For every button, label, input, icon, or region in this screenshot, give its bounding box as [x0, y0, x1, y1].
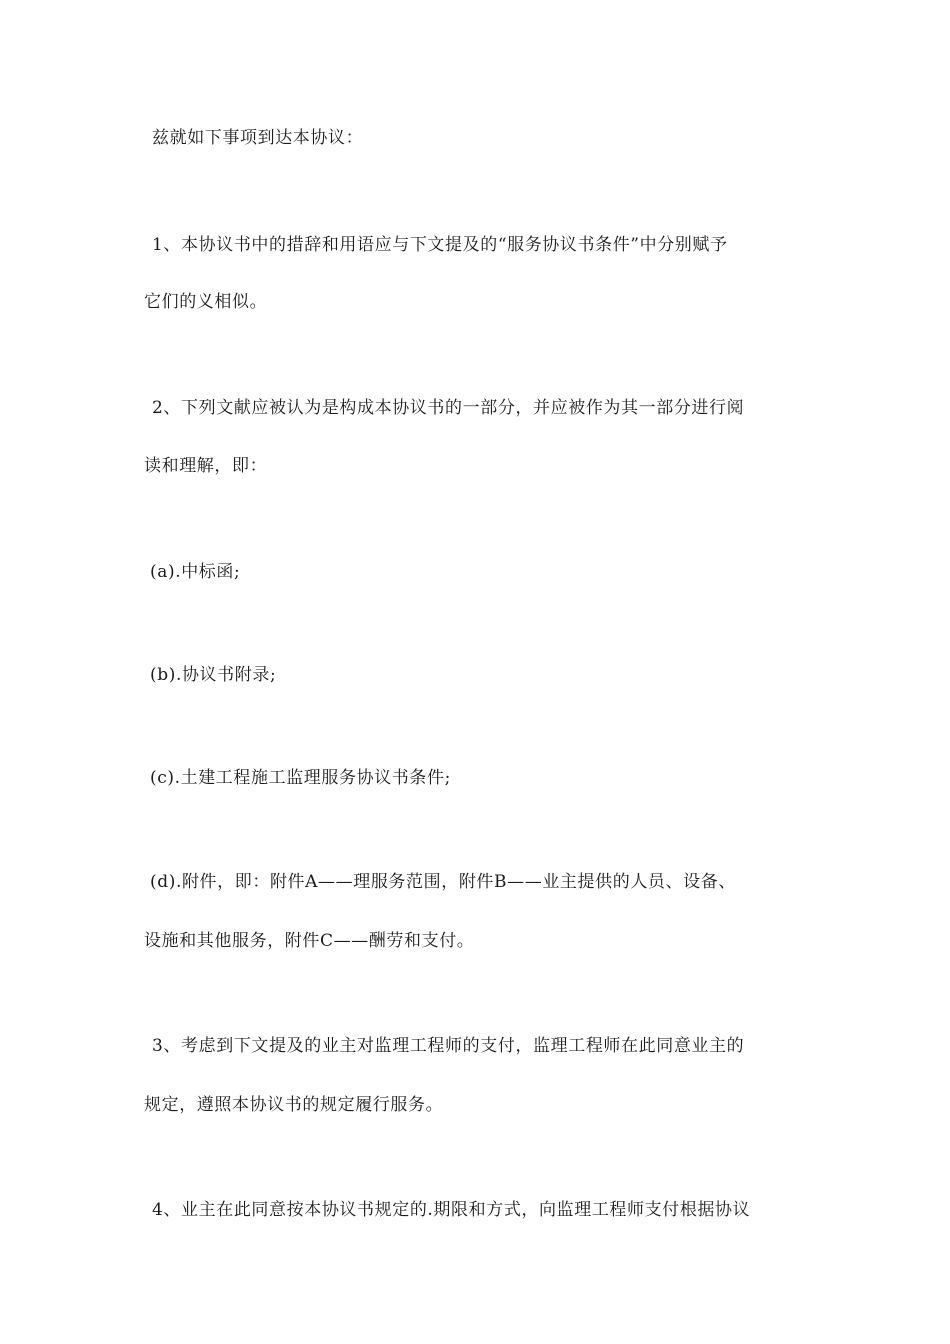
sub-item-a: (a).中标函; — [150, 562, 241, 582]
item-3-line-2: 规定，遵照本协议书的规定履行服务。 — [144, 1095, 444, 1115]
item-4-line-1: 4、业主在此同意按本协议书规定的.期限和方式，向监理工程师支付根据协议 — [152, 1200, 751, 1220]
item-3-line-1: 3、考虑到下文提及的业主对监理工程师的支付，监理工程师在此同意业主的 — [152, 1036, 745, 1056]
item-1-line-1: 1、本协议书中的措辞和用语应与下文提及的“服务协议书条件”中分别赋予 — [152, 235, 728, 255]
sub-item-d-line-2: 设施和其他服务，附件C——酬劳和支付。 — [144, 931, 475, 951]
item-1-line-2: 它们的义相似。 — [144, 292, 268, 312]
sub-item-c: (c).土建工程施工监理服务协议书条件; — [150, 768, 451, 788]
intro-paragraph: 兹就如下事项到达本协议： — [152, 128, 364, 148]
sub-item-b: (b).协议书附录; — [150, 665, 277, 685]
sub-item-d-line-1: (d).附件，即：附件A——理服务范围，附件B——业主提供的人员、设备、 — [150, 872, 736, 892]
item-2-line-2: 读和理解，即： — [144, 456, 268, 476]
item-2-line-1: 2、下列文献应被认为是构成本协议书的一部分，并应被作为其一部分进行阅 — [152, 398, 745, 418]
